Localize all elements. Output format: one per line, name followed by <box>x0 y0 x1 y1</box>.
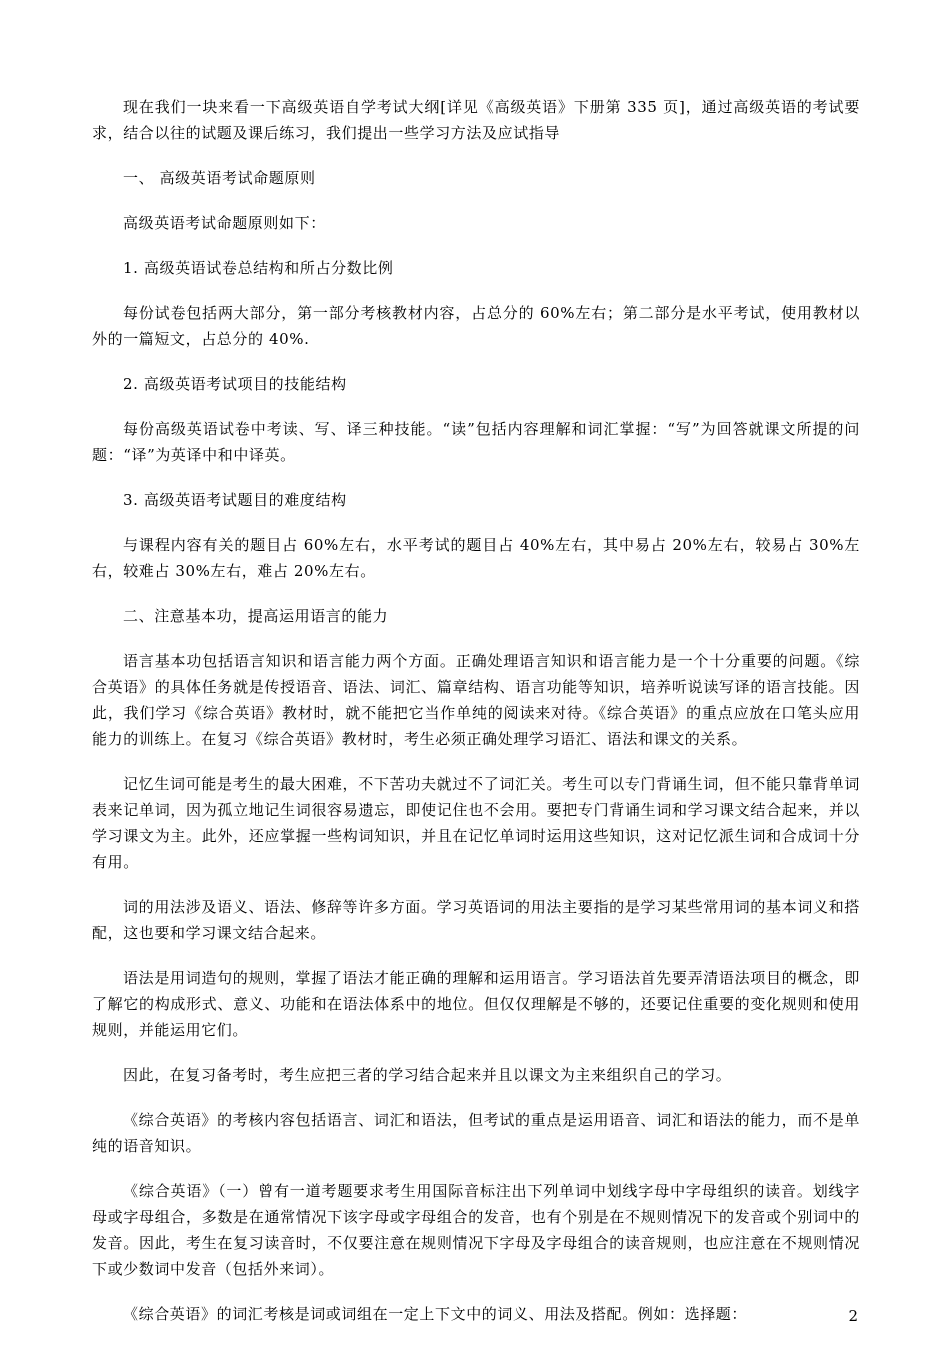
subheading-3: 3. 高级英语考试题目的难度结构 <box>123 491 347 509</box>
paragraph: 记忆生词可能是考生的最大困难，不下苦功夫就过不了词汇关。考生可以专门背诵生词，但不能只靠背单词表来记单词，因为孤立地记生词很容易遗忘，即使记住也不会用。要把专门背诵生词和学习课文结合起来，并以学习课文为主。此外，还应掌握一些构词知识，并且在记忆单词时运用这些知识，这对记忆派生词和合成词十分有用。 <box>92 775 860 871</box>
paragraph: 词的用法涉及语义、语法、修辞等许多方面。学习英语词的用法主要指的是学习某些常用词的基本词义和搭配，这也要和学习课文结合起来。 <box>92 898 860 942</box>
paragraph: 高级英语考试命题原则如下： <box>123 214 326 232</box>
paragraph: 《综合英语》（一）曾有一道考题要求考生用国际音标注出下列单词中划线字母中字母组织的读音。划线字母或字母组合，多数是在通常情况下该字母或字母组合的发音，也有个别是在不规则情况下的发音或个别词中的发音。因此，考生在复习读音时，不仅要注意在规则情况下字母及字母组合的读音规则，也应注意在不规则情况下或少数词中发音（包括外来词）。 <box>92 1182 860 1278</box>
paragraph: 《综合英语》的词汇考核是词或词组在一定上下文中的词义、用法及搭配。例如：选择题： <box>123 1305 748 1323</box>
paragraph: 因此，在复习备考时，考生应把三者的学习结合起来并且以课文为主来组织自己的学习。 <box>123 1066 732 1084</box>
subheading-2: 2. 高级英语考试项目的技能结构 <box>123 375 347 393</box>
page-number: 2 <box>848 1307 858 1325</box>
subheading-1: 1. 高级英语试卷总结构和所占分数比例 <box>123 259 394 277</box>
paragraph: 每份高级英语试卷中考读、写、译三种技能。“读”包括内容理解和词汇掌握：“写”为回答就课文所提的问题：“译”为英译中和中译英。 <box>92 420 860 464</box>
intro-paragraph: 现在我们一块来看一下高级英语自学考试大纲[详见《高级英语》下册第 335 页]，通过高级英语的考试要求，结合以往的试题及课后练习，我们提出一些学习方法及应试指导 <box>92 98 860 142</box>
paragraph: 语法是用词造句的规则，掌握了语法才能正确的理解和运用语言。学习语法首先要弄清语法项目的概念，即了解它的构成形式、意义、功能和在语法体系中的地位。但仅仅理解是不够的，还要记住重要的变化规则和使用规则，并能运用它们。 <box>92 969 860 1039</box>
paragraph: 与课程内容有关的题目占 60%左右，水平考试的题目占 40%左右，其中易占 20%左右，较易占 30%左右，较难占 30%左右，难占 20%左右。 <box>92 536 860 580</box>
section-heading-1: 一、 高级英语考试命题原则 <box>123 169 316 187</box>
document-body <box>92 94 860 1346</box>
paragraph: 每份试卷包括两大部分，第一部分考核教材内容，占总分的 60%左右；第二部分是水平考试，使用教材以外的一篇短文，占总分的 40%. <box>92 304 860 348</box>
paragraph: 语言基本功包括语言知识和语言能力两个方面。正确处理语言知识和语言能力是一个十分重要的问题。《综合英语》的具体任务就是传授语音、语法、词汇、篇章结构、语言功能等知识，培养听说读写译的语言技能。因此，我们学习《综合英语》教材时，就不能把它当作单纯的阅读来对待。《综合英语》的重点应放在口笔头应用能力的训练上。在复习《综合英语》教材时，考生必须正确处理学习语汇、语法和课文的关系。 <box>92 652 860 748</box>
paragraph: 《综合英语》的考核内容包括语言、词汇和语法，但考试的重点是运用语音、词汇和语法的能力，而不是单纯的语音知识。 <box>92 1111 860 1155</box>
section-heading-2: 二、注意基本功，提高运用语言的能力 <box>123 607 389 625</box>
